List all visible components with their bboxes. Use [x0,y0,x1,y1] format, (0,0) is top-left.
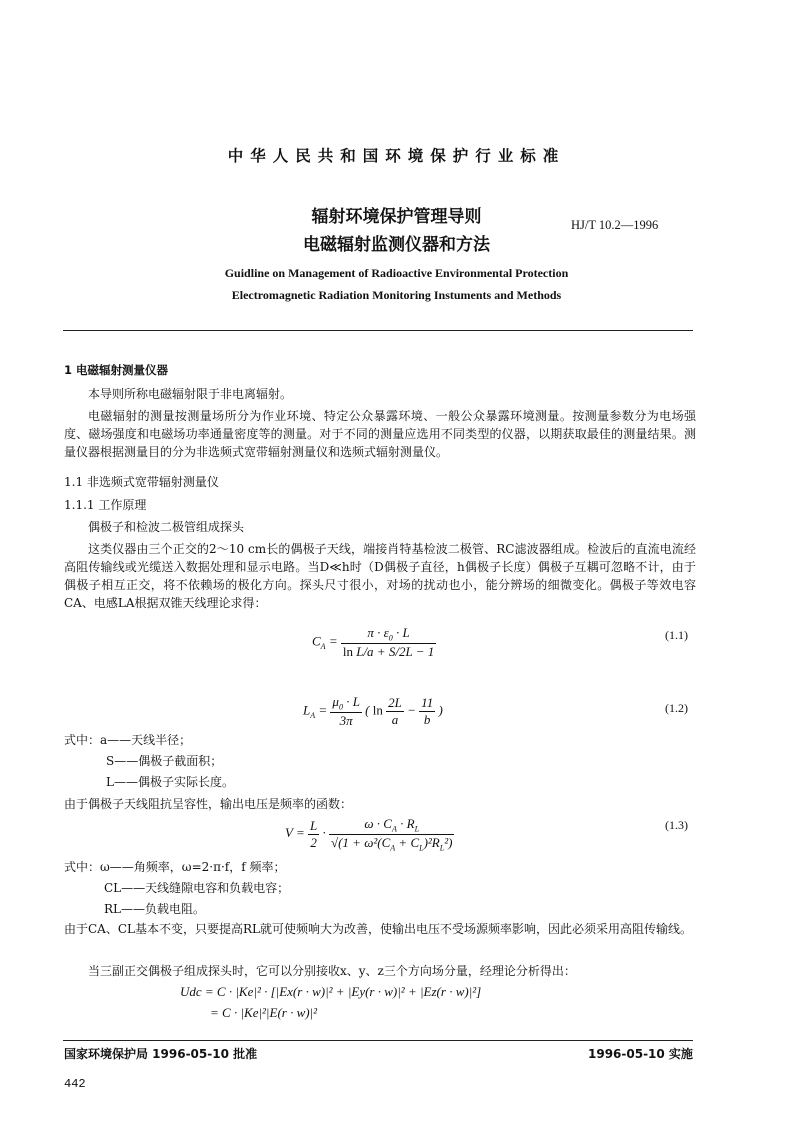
approval-date: 国家环境保护局 1996-05-10 批准 [64,1047,258,1061]
equation-1-4-line-1: Udc = C · |Ke|² · [|Ex(r · w)|² + |Ey(r · w)|² + |Ez(r · w)|²] [180,984,482,999]
section-heading-1-1: 1.1 非选频式宽带辐射测量仪 [64,475,219,489]
equation-1-4-line-2: = C · |Ke|²|E(r · w)|² [210,1005,318,1020]
equation-1-3: V = $\frac{L}{2}$ · $\frac{\omega \cdot C_A \cdot R_L}{√(1 + \omega^2(C_A + C_L)^2R_L^2)}$ [285,816,453,853]
page-number: 442 [64,1077,86,1091]
standard-number: HJ/T 10.2—1996 [571,218,659,232]
equation-1-1: $C_A$ = $\frac{\pi \cdot \varepsilon_0 \cdot L}{\text{ln L/a + S/2L − 1}}$ [312,625,435,659]
where-s: S——偶极子截面积； [106,754,223,768]
equation-1-3-label: (1.3) [665,818,688,832]
implementation-date: 1996-05-10 实施 [588,1047,693,1061]
title-line-2: 电磁辐射监测仪器和方法 [303,235,490,255]
subheading-probe: 偶极子和检波二极管组成探头 [88,520,245,534]
where-omega: 式中：ω——角频率，ω=2·π·f，f 频率； [64,860,286,874]
paragraph-scope: 本导则所称电磁辐射限于非电离辐射。 [88,387,293,401]
section-heading-1-1-1: 1.1.1 工作原理 [64,498,147,512]
paragraph-high-impedance: 由于CA、CL基本不变，只要提高RL就可使频响大为改善，使输出电压不受场源频率影响，因此必须采用高阻传输线。 [64,922,693,936]
equation-1-1-label: (1.1) [665,628,688,642]
equation-1-2-label: (1.2) [665,701,688,715]
where-l: L——偶极子实际长度。 [106,775,234,789]
where-rl: RL——负载电阻。 [104,902,206,916]
paragraph-classification: 电磁辐射的测量按测量场所分为作业环境、特定公众暴露环境、一般公众暴露环境测量。按测量参数分为电场强度、磁场强度和电磁场功率通量密度等的测量。对于不同的测量应选用不同类型的仪器，以期获取最佳的测量结果。测量仪器根据测量目的分为非选频式宽带辐射测量仪和选频式辐射测量仪。 [64,409,696,459]
footer-rule [63,1040,693,1041]
issuing-organization: 中华人民共和国环境保护行业标准 [227,147,566,165]
where-a: 式中：a——天线半径； [64,733,192,747]
paragraph-probe-description: 这类仪器由三个正交的2～10 cm长的偶极子天线，端接肖特基检波二极管、RC滤波器组成。检波后的直流电流经高阻传输线或光缆送入数据处理和显示电路。当D≪h时（D偶极子直径，h偶极子长度）偶极子互耦可忽略不计，由于偶极子相互正交，将不依赖场的极化方向。探头尺寸很小，对场的扰动也小，能分辨场的细微变化。偶极子等效电容CA、电感LA根据双锥天线理论求得： [64,542,696,610]
where-cl: CL——天线缝隙电容和负载电容； [104,881,290,895]
paragraph-output-voltage: 由于偶极子天线阻抗呈容性，输出电压是频率的函数： [64,797,353,811]
english-title-line-1: Guidline on Management of Radioactive Environmental Protection [224,266,569,280]
english-title-line-2: Electromagnetic Radiation Monitoring Instuments and Methods [231,288,562,302]
title-line-1: 辐射环境保护管理导则 [311,207,482,227]
equation-1-2: $L_A$ = $\frac{\mu_0 \cdot L}{3\pi}$ ( ln $\frac{2L}{a}$ − $\frac{11}{b}$ ) [303,694,443,728]
header-rule [63,330,693,331]
section-heading-1: 1 电磁辐射测量仪器 [64,363,169,377]
paragraph-three-dipoles: 当三副正交偶极子组成探头时，它可以分别接收x、y、z三个方向场分量，经理论分析得出： [88,964,576,978]
